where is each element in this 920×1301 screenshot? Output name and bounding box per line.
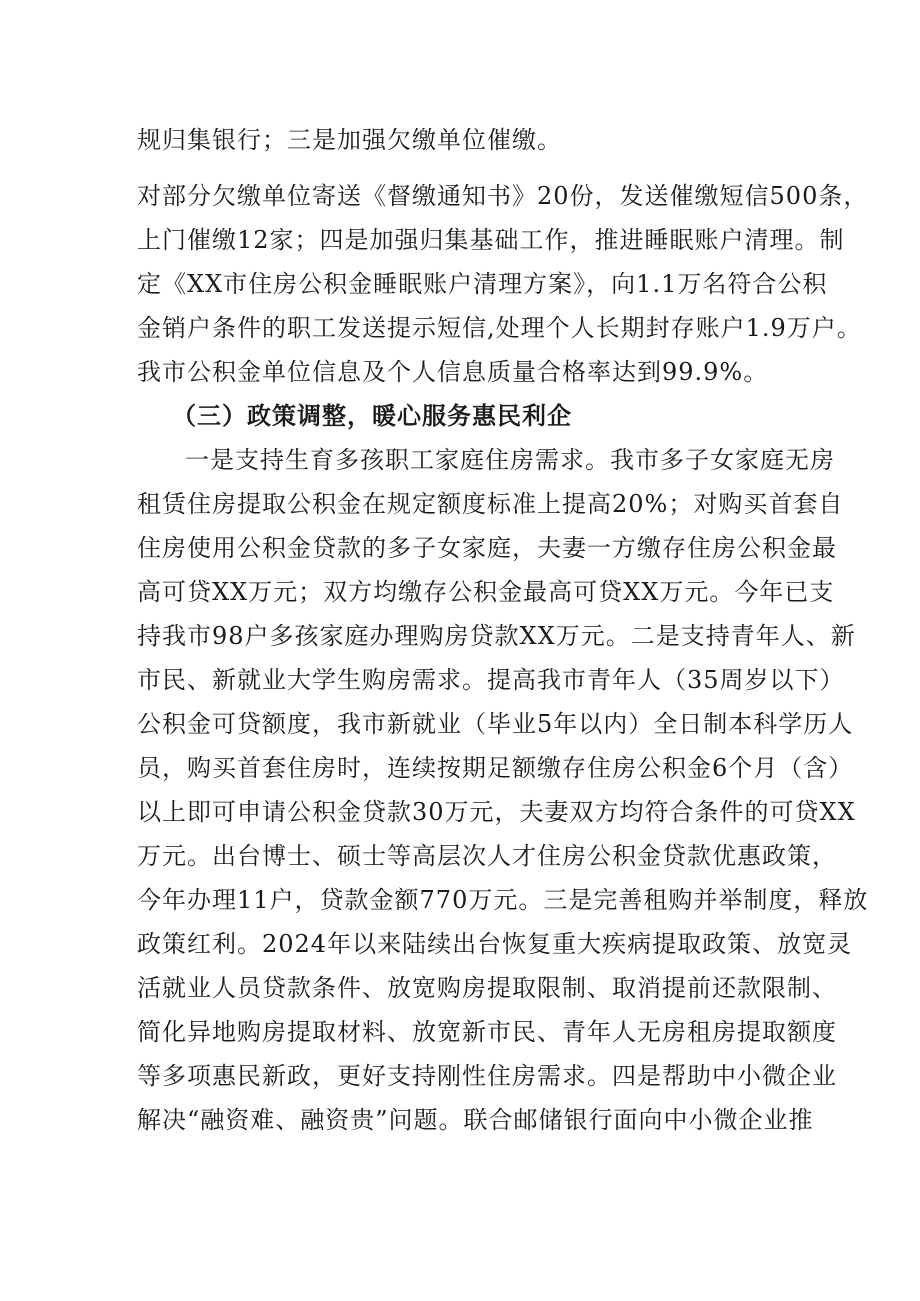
paragraph2-line: 高可贷XX万元；双方均缴存公积金最高可贷XX万元。今年已支 xyxy=(137,578,835,606)
paragraph2-line: 等多项惠民新政，更好支持刚性住房需求。四是帮助中小微企业 xyxy=(137,1062,837,1090)
paragraph1-line: 我市公积金单位信息及个人信息质量合格率达到99.9%。 xyxy=(137,358,769,386)
paragraph2-line: 活就业人员贷款条件、放宽购房提取限制、取消提前还款限制、 xyxy=(137,974,837,1002)
paragraph2-line: 住房使用公积金贷款的多子女家庭，夫妻一方缴存住房公积金最 xyxy=(137,534,837,562)
section-heading: （三）政策调整，暖心服务惠民利企 xyxy=(172,401,572,430)
paragraph2-line: 员，购买首套住房时，连续按期足额缴存住房公积金6个月（含） xyxy=(137,754,854,782)
paragraph2-line: 简化异地购房提取材料、放宽新市民、青年人无房租房提取额度 xyxy=(137,1018,837,1046)
paragraph2-line: 政策红利。2024年以来陆续出台恢复重大疾病提取政策、放宽灵 xyxy=(137,930,853,958)
paragraph1-line: 上门催缴12家；四是加强归集基础工作，推进睡眠账户清理。制 xyxy=(137,226,845,254)
paragraph2-line: 市民、新就业大学生购房需求。提高我市青年人（35周岁以下） xyxy=(137,666,845,694)
paragraph2-line: 以上即可申请公积金贷款30万元，夫妻双方均符合条件的可贷XX xyxy=(137,798,856,826)
paragraph2-line: 一是支持生育多孩职工家庭住房需求。我市多子女家庭无房 xyxy=(185,446,835,474)
paragraph2-line: 万元。出台博士、硕士等高层次人才住房公积金贷款优惠政策， xyxy=(137,842,837,870)
paragraph2-line: 持我市98户多孩家庭办理购房贷款XX万元。二是支持青年人、新 xyxy=(137,622,856,650)
paragraph2-line: 今年办理11户，贷款金额770万元。三是完善租购并举制度，释放 xyxy=(137,886,869,914)
paragraph1-line: 定《XX市住房公积金睡眠账户清理方案》，向1.1万名符合公积 xyxy=(137,270,828,298)
paragraph2-line: 解决“融资难、融资贵”问题。联合邮储银行面向中小微企业推 xyxy=(137,1106,814,1134)
paragraph1-line: 金销户条件的职工发送提示短信,处理个人长期封存账户1.9万户。 xyxy=(137,314,862,342)
top-fragment: 规归集银行；三是加强欠缴单位催缴。 xyxy=(137,126,562,154)
paragraph2-line: 公积金可贷额度，我市新就业（毕业5年以内）全日制本科学历人 xyxy=(137,710,854,738)
paragraph1-line: 对部分欠缴单位寄送《督缴通知书》20份，发送催缴短信500条， xyxy=(137,182,869,210)
paragraph2-line: 租赁住房提取公积金在规定额度标准上提高20%；对购买首套自 xyxy=(137,490,844,518)
